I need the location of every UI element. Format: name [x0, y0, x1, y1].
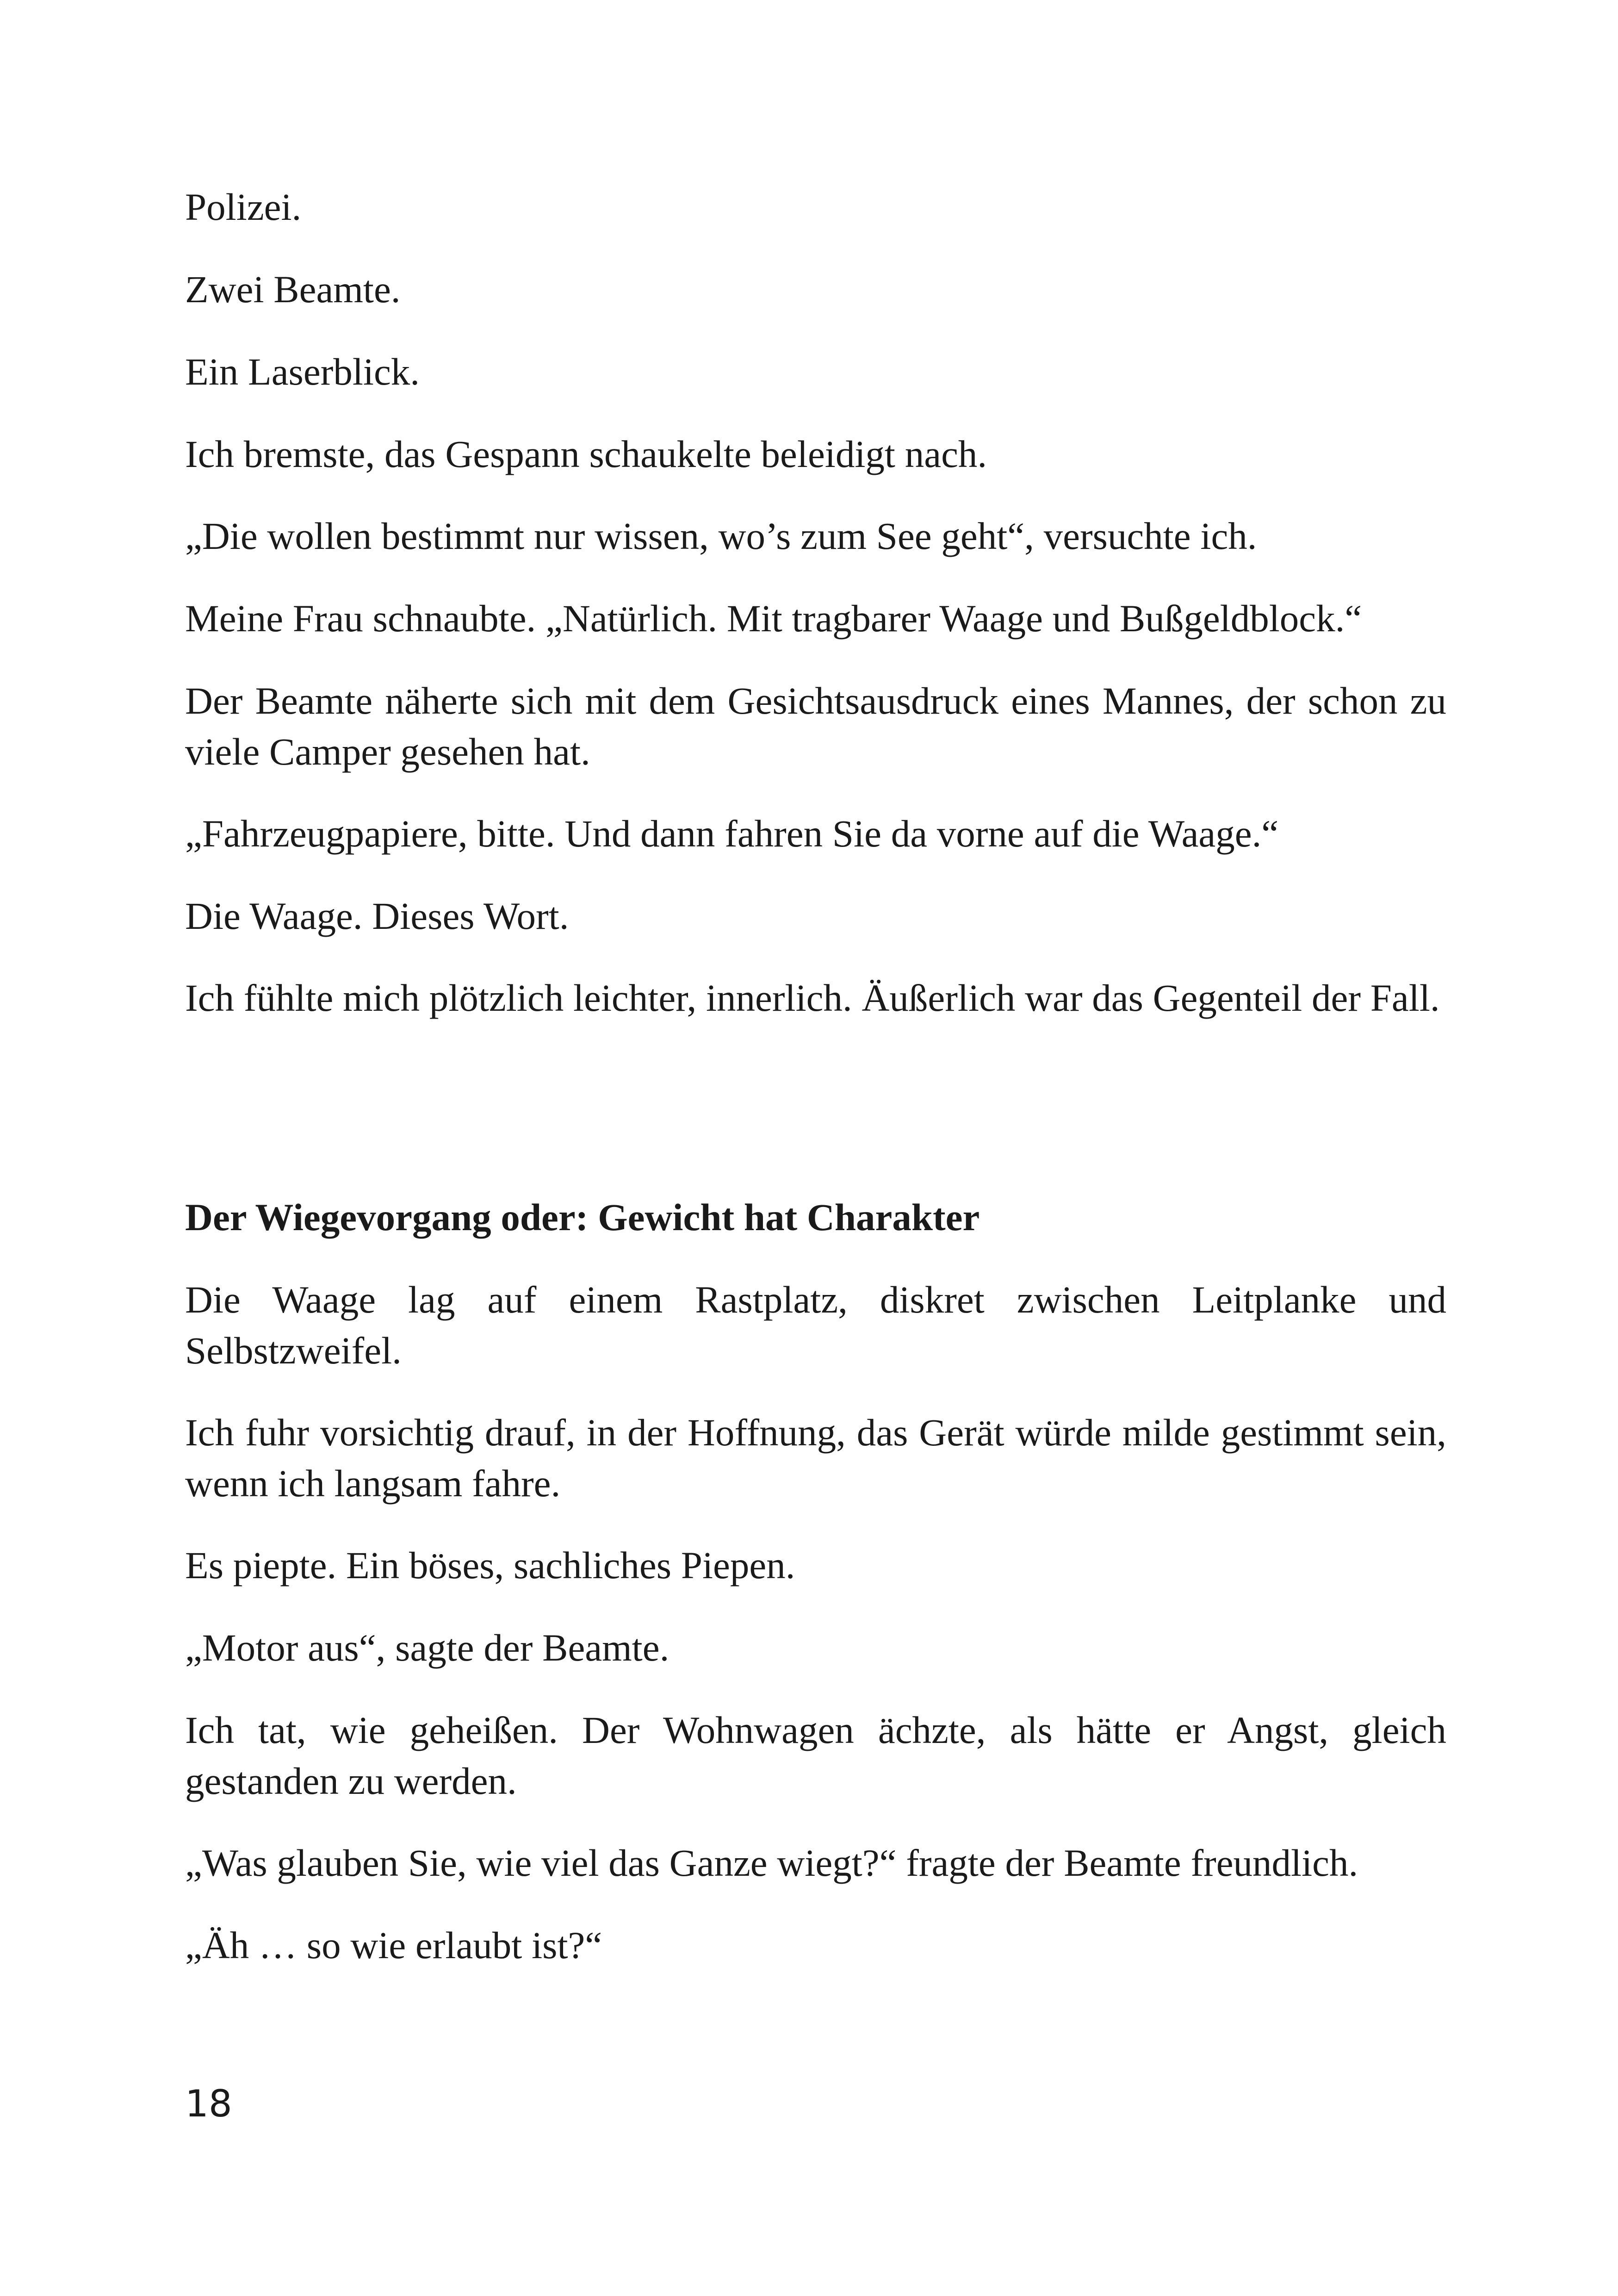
paragraph: Ich fühlte mich plötzlich leichter, innerlich. Äußerlich war das Gegenteil der Fall.: [185, 977, 1440, 1019]
paragraph: Die Waage lag auf einem Rastplatz, diskret zwischen Leitplanke und Selbstzweifel.: [185, 1278, 1446, 1372]
paragraph: „Fahrzeugpapiere, bitte. Und dann fahren Sie da vorne auf die Waage.“: [185, 812, 1279, 855]
paragraph: Ein Laserblick.: [185, 350, 420, 393]
paragraph: Ich fuhr vorsichtig drauf, in der Hoffnung, das Gerät würde milde gestimmt sein, wenn ich langsam fahre.: [185, 1411, 1446, 1505]
paragraph: Polizei.: [185, 186, 302, 228]
page-number: 18: [185, 2082, 232, 2125]
paragraph: Meine Frau schnaubte. „Natürlich. Mit tragbarer Waage und Bußgeldblock.“: [185, 597, 1362, 640]
paragraph: Zwei Beamte.: [185, 268, 401, 311]
section-heading: Der Wiegevorgang oder: Gewicht hat Charakter: [185, 1196, 980, 1238]
paragraph: „Was glauben Sie, wie viel das Ganze wiegt?“ fragte der Beamte freundlich.: [185, 1842, 1358, 1884]
paragraph: Es piepte. Ein böses, sachliches Piepen.: [185, 1544, 795, 1587]
paragraph: Ich bremste, das Gespann schaukelte beleidigt nach.: [185, 433, 987, 475]
paragraph: Der Beamte näherte sich mit dem Gesichtsausdruck eines Mannes, der schon zu viele Camper gesehen hat.: [185, 679, 1446, 773]
paragraph: „Die wollen bestimmt nur wissen, wo’s zum See geht“, versuchte ich.: [185, 515, 1257, 557]
paragraph: Die Waage. Dieses Wort.: [185, 895, 569, 937]
paragraph: „Motor aus“, sagte der Beamte.: [185, 1626, 670, 1669]
paragraph: „Äh … so wie erlaubt ist?“: [185, 1924, 602, 1966]
paragraph: Ich tat, wie geheißen. Der Wohnwagen ächzte, als hätte er Angst, gleich gestanden zu werden.: [185, 1709, 1446, 1802]
